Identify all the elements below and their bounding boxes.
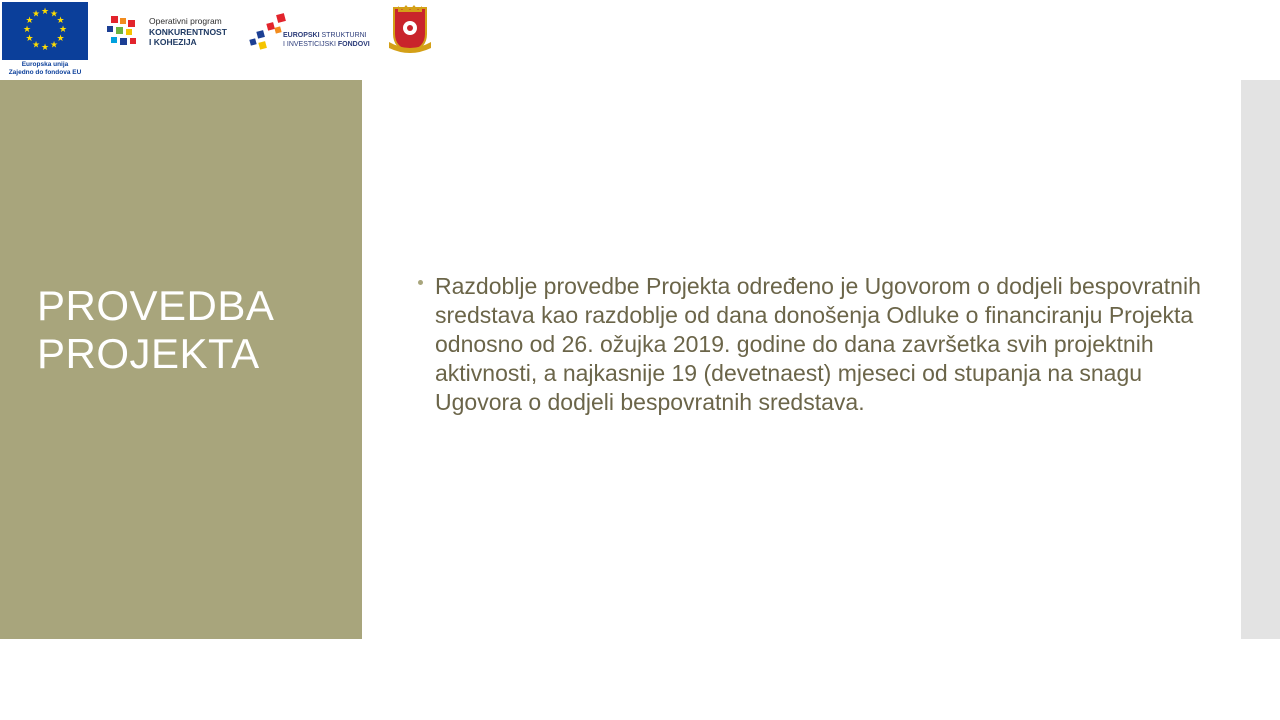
svg-text:★: ★ xyxy=(49,9,59,20)
bullet-dot-icon xyxy=(418,280,423,285)
op-logo-text xyxy=(149,16,227,48)
svg-text:★: ★ xyxy=(40,7,50,17)
eu-caption-line2: Zajedno do fondova EU xyxy=(8,69,82,76)
esif-line2-bold: FONDOVI xyxy=(337,41,370,48)
svg-text:★: ★ xyxy=(25,16,34,26)
op-line1: Operativni program xyxy=(149,16,222,26)
esif-line1-rest: STRUKTURNI xyxy=(319,32,367,39)
eu-logo xyxy=(2,2,88,78)
bullet-text: Razdoblje provedbe Projekta određeno je Ugovorom o dodjeli bespovratnih sredstava kao razdoblje od dana donošenja Odluke o financiranju Projekta odnosno od 26. ožujka 2019. godine do dana završetka svih projektnih aktivnosti, a najkasnije 19 (devetnaest) mjeseci od stupanja na snagu Ugovora o dodjeli bespovratnih sredstava. xyxy=(435,273,1201,415)
slide-title xyxy=(37,282,337,378)
svg-text:★: ★ xyxy=(40,43,50,53)
logo-strip xyxy=(0,0,436,80)
right-accent-bar xyxy=(1241,80,1280,639)
op-line3: I KOHEZIJA xyxy=(149,37,197,47)
slide-title-line1: PROVEDBA xyxy=(37,282,275,329)
esif-logo xyxy=(249,12,369,54)
eu-flag-icon xyxy=(2,2,88,60)
grad-slunj-crest xyxy=(386,4,434,56)
slide-title-line2: PROJEKTA xyxy=(37,330,260,377)
slide-content xyxy=(416,272,1206,417)
esif-line2-rest: I INVESTICIJSKI xyxy=(283,41,338,48)
svg-text:★: ★ xyxy=(25,34,34,44)
op-line2: KONKURENTNOST xyxy=(149,26,227,37)
svg-text:★: ★ xyxy=(31,40,41,51)
svg-text:★: ★ xyxy=(56,16,65,26)
op-mosaic-icon xyxy=(107,16,139,48)
esif-line1-bold: EUROPSKI xyxy=(283,32,320,39)
eu-caption xyxy=(2,61,88,77)
op-konkurentnost-logo xyxy=(107,14,231,50)
svg-text:★: ★ xyxy=(31,9,41,20)
svg-text:★: ★ xyxy=(49,40,59,51)
bullet-item xyxy=(416,272,1206,417)
svg-text:★: ★ xyxy=(56,34,65,44)
svg-text:★: ★ xyxy=(58,25,68,35)
eu-caption-line1: Europska unija xyxy=(21,61,69,68)
esif-logo-text xyxy=(283,31,370,49)
svg-text:★: ★ xyxy=(22,25,32,35)
